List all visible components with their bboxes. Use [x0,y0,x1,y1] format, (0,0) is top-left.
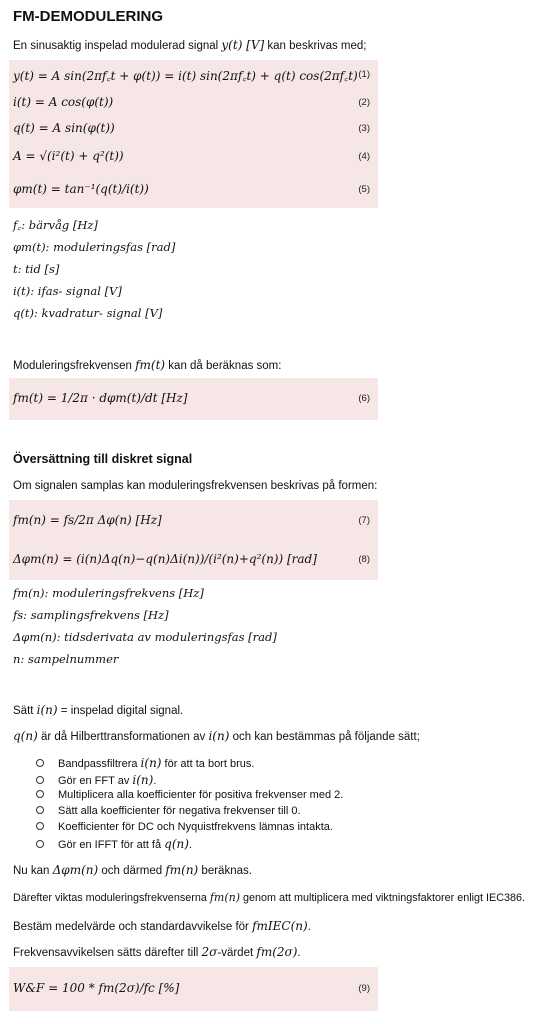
intro-text: En sinusaktig inspelad modulerad signal y(t) [V] kan beskrivas med; [13,38,367,52]
equation-8-expr: Δφm(n) = (i(n)Δq(n)−q(n)Δi(n))/(i²(n)+q²(n)) [rad] [13,552,317,566]
section-title: Översättning till diskret signal [13,452,193,466]
definition-item: i(t): ifas- signal [V] [13,284,122,298]
equation-6-expr: fm(t) = 1/2π · dφm(t)/dt [Hz] [13,391,188,405]
definition-item: fm(n): moduleringsfrekvens [Hz] [13,586,204,600]
list-item: Koefficienter för DC och Nyquistfrekvens lämnas intakta. [36,821,333,833]
section-intro: Om signalen samplas kan moduleringsfrekvensen beskrivas på formen: [13,480,378,492]
page-title: FM-DEMODULERING [13,8,163,25]
equation-4-expr: A = √(i²(t) + q²(t)) [13,149,124,163]
equation-9-number: (9) [358,983,370,994]
definition-item: φm(t): moduleringsfas [rad] [13,240,176,254]
list-item: Sätt alla koefficienter för negativa frekvenser till 0. [36,805,301,817]
definition-item: q(t): kvadratur- signal [V] [13,306,163,320]
list-item: Gör en IFFT för att få q(n). [36,837,192,851]
bullet-circle-icon [36,759,44,767]
list-item: Gör en FFT av i(n). [36,773,156,787]
equation-3-expr: q(t) = A sin(φ(t)) [13,121,115,135]
bullet-circle-icon [36,822,44,830]
set-signal-text: Sätt i(n) = inspelad digital signal. [13,703,184,717]
bullet-circle-icon [36,790,44,798]
equation-block-7-8 [9,500,378,580]
list-item: Multiplicera alla koefficienter för positiva frekvenser med 2. [36,789,343,801]
equation-2-number: (2) [358,97,370,108]
equation-7-number: (7) [358,515,370,526]
equation-block-9 [9,967,378,1011]
equation-block-1 [9,60,378,208]
equation-7-expr: fm(n) = fs/2π Δφ(n) [Hz] [13,513,162,527]
equation-4-number: (4) [358,151,370,162]
equation-9-expr: W&F = 100 * fm(2σ)/fc [%] [13,981,180,995]
list-item: Bandpassfiltrera i(n) för att ta bort brus. [36,756,254,770]
bullet-circle-icon [36,840,44,848]
now-can-text: Nu kan Δφm(n) och därmed fm(n) beräknas. [13,863,252,877]
definition-item: fs: samplingsfrekvens [Hz] [13,608,169,622]
definition-item: n: sampelnummer [13,652,119,666]
equation-8-number: (8) [358,554,370,565]
determine-text: Bestäm medelvärde och standardavvikelse för fmIEC(n). [13,919,311,933]
mod-freq-text: Moduleringsfrekvensen fm(t) kan då beräknas som: [13,358,282,372]
equation-block-6 [9,378,378,420]
equation-1-expr: y(t) = A sin(2πf꜀t + φ(t)) = i(t) sin(2πf꜀t) + q(t) cos(2πf꜀t) [13,69,358,83]
equation-5-number: (5) [358,184,370,195]
equation-1-number: (1) [358,69,370,80]
equation-6-number: (6) [358,393,370,404]
equation-5-expr: φm(t) = tan⁻¹(q(t)/i(t)) [13,182,149,196]
bullet-circle-icon [36,776,44,784]
definition-item: f꜀: bärvåg [Hz] [13,218,98,232]
definition-item: Δφm(n): tidsderivata av moduleringsfas [rad] [13,630,277,644]
deviation-text: Frekvensavvikelsen sätts därefter till 2σ-värdet fm(2σ). [13,945,301,959]
hilbert-text: q(n) är då Hilberttransformationen av i(n) och kan bestämmas på följande sätt; [13,729,420,743]
bullet-circle-icon [36,806,44,814]
definition-item: t: tid [s] [13,262,60,276]
equation-3-number: (3) [358,123,370,134]
equation-2-expr: i(t) = A cos(φ(t)) [13,95,114,109]
weighting-text: Därefter viktas moduleringsfrekvenserna fm(n) genom att multiplicera med viktningsfaktorer enligt IEC386. [13,891,526,904]
